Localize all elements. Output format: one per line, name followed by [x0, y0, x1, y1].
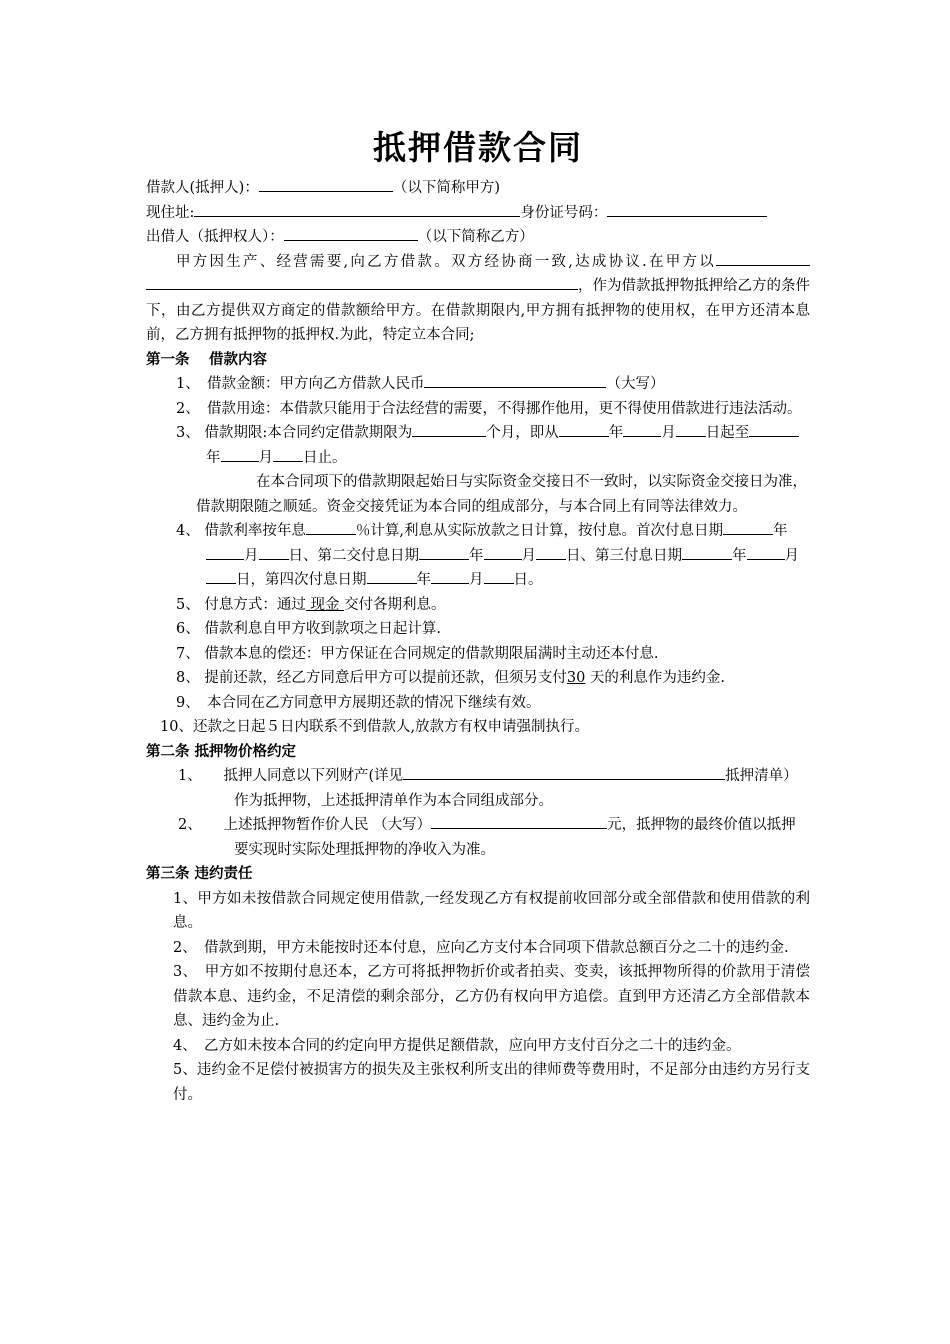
id-number-blank[interactable]	[607, 201, 767, 217]
pay2-year-blank[interactable]	[419, 544, 469, 560]
valuation-blank[interactable]	[431, 813, 607, 829]
article3-item4: 4、 乙方如未按本合同的约定向甲方提供足额借款，应向甲方支付百分之二十的违约金。	[173, 1037, 741, 1054]
item4-text-e: ，第四次付息日期	[250, 572, 367, 588]
end-year-blank[interactable]	[749, 421, 799, 437]
year-label: 年	[206, 449, 221, 466]
article3-item1: 1、甲方如未按借款合同规定使用借款,一经发现乙方有权提前收回部分或全部借款和使用借款的利息。	[173, 890, 810, 931]
pay1-month-blank[interactable]	[206, 544, 244, 560]
year-label: 年	[469, 547, 484, 564]
pay1-day-blank[interactable]	[259, 544, 289, 560]
article1-item6: 6、 借款利息自甲方收到款项之日起计算.	[176, 621, 441, 637]
start-month-blank[interactable]	[623, 421, 661, 437]
day-label: 日起	[705, 425, 735, 441]
article1-item8	[146, 666, 810, 691]
lender-label: 出借人（抵押权人）：	[146, 229, 284, 245]
lender-line	[146, 225, 810, 250]
day-char: 日	[566, 547, 581, 564]
start-year-blank[interactable]	[559, 421, 609, 437]
article3-item3: 3、 甲方如不按期付息还本，乙方可将抵押物折价或者拍卖、变卖，该抵押物所得的价款用于清偿借款本息、违约金，不足清偿的剩余部分，乙方仍有权向甲方追偿。直到甲方还清乙方全部借款本息、违约金为止.	[173, 964, 810, 1029]
lender-suffix: （以下简称乙方）	[417, 229, 534, 245]
id-label: 身份证号码：	[520, 204, 608, 221]
property-details-blank[interactable]	[403, 764, 725, 780]
year-label: 年	[608, 425, 624, 441]
article2-item2	[146, 813, 810, 862]
item4-text-d: 、第三付息日期	[580, 547, 682, 564]
intro-paragraph	[146, 250, 810, 348]
address-blank[interactable]	[194, 201, 520, 217]
payment-method-value: 现金	[305, 596, 345, 613]
pay2-month-blank[interactable]	[484, 544, 522, 560]
collateral-blank-2[interactable]	[146, 274, 578, 290]
article1-item9: 9、 本合同在乙方同意甲方展期还款的情况下继续有效。	[176, 694, 541, 711]
contract-page	[146, 120, 810, 1107]
a2-item1-text-b: 抵押清单）作为抵押物，上述抵押清单作为本合同组成部分。	[234, 768, 798, 809]
intro-text-b: ，作为借款抵押物抵押给乙方的条件下，由乙方提供双方商定的借款额给甲方。在借款期限内,甲方拥有抵押物的使用权，在甲方还清本息前，乙方拥有抵押物的抵押权.为此，特定立本合同;	[146, 278, 810, 343]
article2-item1	[146, 764, 810, 813]
borrower-suffix: （以下简称甲方)	[392, 180, 500, 196]
article1-item2: 2、 借款用途：本借款只能用于合法经营的需要，不得挪作他用，更不得使用借款进行违法活动。	[176, 400, 802, 417]
to-label: 至	[734, 425, 750, 441]
item3-text: 3、 借款期限:本合同约定借款期限为	[176, 425, 413, 441]
end-label: 日止。	[303, 449, 347, 466]
article1-item10: 10、还款之日起５日内联系不到借款人,放款方有权申请强制执行。	[160, 719, 590, 735]
intro-text-a: 甲方因生产、经营需要,向乙方借款。双方经协商一致,达成协议.在甲方以	[176, 253, 716, 270]
year-label: 年	[732, 547, 747, 564]
a2-item2-text-b: 元，抵押物的最终价值以抵押要实现时实际处理抵押物的净收入为准。	[234, 817, 796, 858]
borrower-label: 借款人(抵押人)：	[146, 180, 259, 196]
address-label: 现住址:	[146, 204, 195, 221]
item5-text-b: 交付各期利息。	[344, 596, 446, 613]
item4-text: 4、 借款利率按年息	[176, 523, 306, 539]
pay4-month-blank[interactable]	[431, 568, 469, 584]
term-months-blank[interactable]	[412, 421, 486, 437]
article1-item1	[146, 372, 810, 397]
item8-text-b: 天的利息作为违约金.	[585, 670, 726, 686]
article3-item5: 5、违约金不足偿付被损害方的损失及主张权利所支出的律师费等费用时，不足部分由违约方另行支付。	[173, 1062, 810, 1103]
month-label: 月	[784, 547, 799, 564]
a2-item2-text: 2、 上述抵押物暂作价人民 （大写）	[178, 817, 432, 833]
start-day-blank[interactable]	[676, 421, 706, 437]
month-label: 月	[521, 547, 536, 564]
item3-from: 个月，即从	[486, 425, 559, 441]
year-label: 年	[416, 572, 431, 588]
item4-text-c: 、第二交付息日期	[303, 547, 419, 564]
end-month-blank[interactable]	[221, 446, 259, 462]
year-label: 年	[772, 523, 788, 539]
a2-item1-text: 1、 抵押人同意以下列财产(详见	[178, 768, 404, 784]
document-title: 抵押借款合同	[373, 128, 583, 167]
address-line	[146, 201, 810, 226]
article1-item4	[146, 519, 810, 593]
item1-text: 1、 借款金额：甲方向乙方借款人民币	[176, 376, 425, 392]
pay3-year-blank[interactable]	[682, 544, 732, 560]
item8-text: 8、 提前还款，经乙方同意后甲方可以提前还款，但须另支付	[176, 670, 567, 686]
article1-item7: 7、 借款本息的偿还：甲方保证在合同规定的借款期限届满时主动还本付息.	[176, 645, 659, 662]
end-day-blank[interactable]	[273, 446, 303, 462]
article2-heading: 第二条 抵押物价格约定	[146, 742, 297, 760]
article1-item3	[146, 421, 810, 470]
month-label: 月	[244, 547, 259, 564]
article1-item3-note: 在本合同项下的借款期限起始日与实际资金交接日不一致时，以实际资金交接日为准，借款期限随之顺延。资金交接凭证为本合同的组成部分，与本合同上有同等法律效力。	[196, 474, 807, 515]
item4-end: 日。	[513, 572, 543, 588]
month-label: 月	[661, 425, 676, 441]
month-label: 月	[258, 449, 273, 466]
loan-amount-blank[interactable]	[424, 372, 606, 388]
pay2-day-blank[interactable]	[536, 544, 566, 560]
item4-text-b: ％计算,利息从实际放款之日计算，按付息。首次付息日期	[355, 523, 723, 539]
lender-name-blank[interactable]	[284, 225, 418, 241]
collateral-blank-1[interactable]	[716, 250, 810, 266]
article3-heading: 第三条 违约责任	[146, 865, 253, 882]
article1-item5	[146, 593, 810, 618]
article1-heading: 第一条 借款内容	[146, 350, 268, 368]
pay4-year-blank[interactable]	[367, 568, 417, 584]
penalty-days-value: 30	[566, 670, 586, 686]
pay4-day-blank[interactable]	[484, 568, 514, 584]
day-char: 日	[236, 572, 251, 588]
day-char: 日	[288, 547, 303, 564]
borrower-line	[146, 176, 810, 201]
pay3-day-blank[interactable]	[206, 568, 236, 584]
item1-suffix: （大写）	[606, 376, 665, 392]
item5-text: 5、 付息方式：通过	[176, 596, 306, 613]
month-label: 月	[469, 572, 484, 588]
pay1-year-blank[interactable]	[723, 519, 773, 535]
interest-rate-blank[interactable]	[306, 519, 356, 535]
pay3-month-blank[interactable]	[747, 544, 785, 560]
article3-item2: 2、 借款到期，甲方未能按时还本付息，应向乙方支付本合同项下借款总额百分之二十的违约金.	[173, 939, 789, 956]
borrower-name-blank[interactable]	[259, 176, 393, 192]
